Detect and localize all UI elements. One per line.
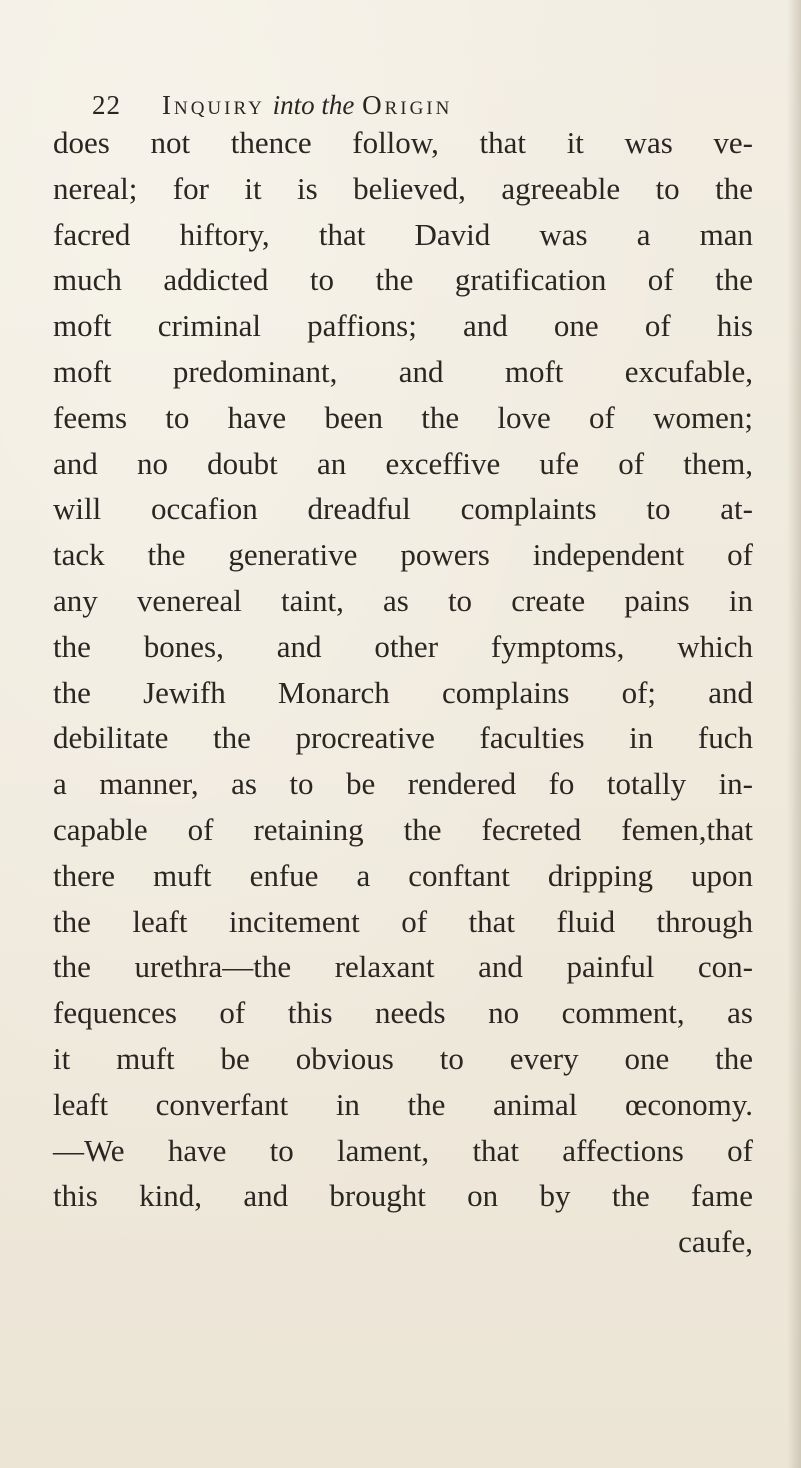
catchword: caufe, (678, 1224, 753, 1260)
page-number: 22 (92, 90, 121, 120)
text-line: any venereal taint, as to create pains in (53, 582, 753, 618)
text-line: capable of retaining the fecreted femen,that (53, 811, 753, 847)
running-title-origin: Origin (362, 90, 453, 120)
body-text (53, 120, 753, 1265)
text-line: there muft enfue a conftant dripping upon (53, 857, 753, 893)
page-edge-shadow (787, 0, 801, 1468)
text-line: facred hiftory, that David was a man (53, 216, 753, 252)
text-line: nereal; for it is believed, agreeable to the (53, 170, 753, 206)
text-line: the bones, and other fymptoms, which (53, 628, 753, 664)
text-line: a manner, as to be rendered fo totally in- (53, 766, 753, 802)
text-line: moft predominant, and moft excufable, (53, 353, 753, 389)
text-line: the leaft incitement of that fluid through (53, 903, 753, 939)
text-line: much addicted to the gratification of the (53, 262, 753, 298)
text-line: will occafion dreadful complaints to at- (53, 491, 753, 527)
text-line: and no doubt an exceffive ufe of them, (53, 445, 753, 481)
text-line: it muft be obvious to every one the (53, 1040, 753, 1076)
text-line: does not thence follow, that it was ve- (53, 125, 753, 160)
text-line: tack the generative powers independent of (53, 537, 753, 573)
running-title-into-the: into the (272, 90, 355, 120)
running-title-inquiry: Inquiry (162, 90, 265, 120)
text-line: debilitate the procreative faculties in fuch (53, 720, 753, 756)
running-title (162, 90, 452, 121)
text-line: —We have to lament, that affections of (53, 1132, 753, 1168)
text-line: the Jewifh Monarch complains of; and (53, 674, 753, 710)
text-line: fequences of this needs no comment, as (53, 995, 753, 1031)
text-line: moft criminal paffions; and one of his (53, 308, 753, 344)
text-line: this kind, and brought on by the fame (53, 1178, 753, 1214)
text-line: the urethra—the relaxant and painful con- (53, 949, 753, 985)
text-line: leaft converfant in the animal œconomy. (53, 1086, 753, 1122)
text-line: feems to have been the love of women; (53, 399, 753, 435)
